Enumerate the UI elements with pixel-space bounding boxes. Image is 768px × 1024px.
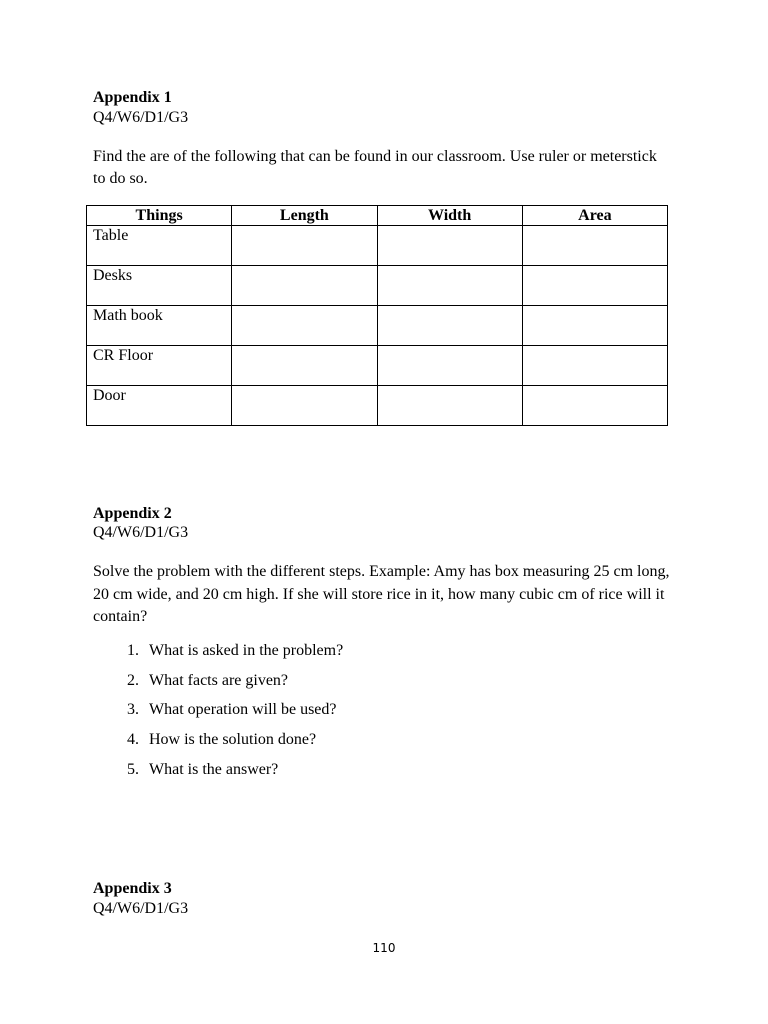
row-label: Table (87, 226, 232, 266)
width-cell[interactable] (377, 226, 522, 266)
header-things: Things (87, 206, 232, 226)
measurement-table (86, 205, 668, 426)
table-row (87, 266, 668, 306)
area-cell[interactable] (522, 226, 667, 266)
step-number: 2. (127, 671, 139, 689)
step-text: What is the answer? (149, 760, 279, 778)
steps-list (93, 640, 343, 788)
width-cell[interactable] (377, 266, 522, 306)
width-cell[interactable] (377, 386, 522, 426)
row-label: CR Floor (87, 346, 232, 386)
header-length: Length (232, 206, 377, 226)
header-width: Width (377, 206, 522, 226)
step-number: 1. (127, 642, 139, 659)
appendix-2-title: Appendix 2 (93, 505, 172, 522)
appendix-2-code: Q4/W6/D1/G3 (93, 524, 189, 541)
width-cell[interactable] (377, 306, 522, 346)
table-row (87, 306, 668, 346)
table-row (87, 386, 668, 426)
appendix-1-title: Appendix 1 (93, 89, 172, 106)
list-item (93, 759, 343, 789)
area-cell[interactable] (522, 306, 667, 346)
width-cell[interactable] (377, 346, 522, 386)
list-item (93, 640, 343, 670)
row-label: Door (87, 386, 232, 426)
header-area: Area (522, 206, 667, 226)
step-text: What operation will be used? (149, 701, 337, 719)
list-item (93, 670, 343, 700)
table-row (87, 226, 668, 266)
appendix-2-problem: Solve the problem with the different steps. Example: Amy has box measuring 25 cm long, 20 cm wide, and 20 cm high. If she will store rice in it, how many cubic cm of rice will it contain? (93, 563, 670, 625)
length-cell[interactable] (232, 306, 377, 346)
row-label: Math book (87, 306, 232, 346)
length-cell[interactable] (232, 266, 377, 306)
appendix-1-instructions: Find the are of the following that can be found in our classroom. Use ruler or meterstick to do so. (93, 148, 657, 187)
appendix-3-title: Appendix 3 (93, 880, 172, 897)
length-cell[interactable] (232, 346, 377, 386)
area-cell[interactable] (522, 346, 667, 386)
list-item (93, 699, 343, 729)
page-number: 110 (372, 941, 396, 955)
step-number: 4. (127, 731, 139, 749)
table-header-row (87, 206, 668, 226)
step-number: 5. (127, 760, 139, 778)
step-text: What facts are given? (149, 671, 289, 689)
table-row (87, 346, 668, 386)
step-text: What is asked in the problem? (149, 642, 344, 659)
length-cell[interactable] (232, 226, 377, 266)
row-label: Desks (87, 266, 232, 306)
appendix-1-code: Q4/W6/D1/G3 (93, 109, 189, 126)
step-text: How is the solution done? (149, 731, 317, 749)
length-cell[interactable] (232, 386, 377, 426)
area-cell[interactable] (522, 386, 667, 426)
area-cell[interactable] (522, 266, 667, 306)
appendix-3-code: Q4/W6/D1/G3 (93, 900, 189, 917)
step-number: 3. (127, 701, 139, 719)
list-item (93, 729, 343, 759)
